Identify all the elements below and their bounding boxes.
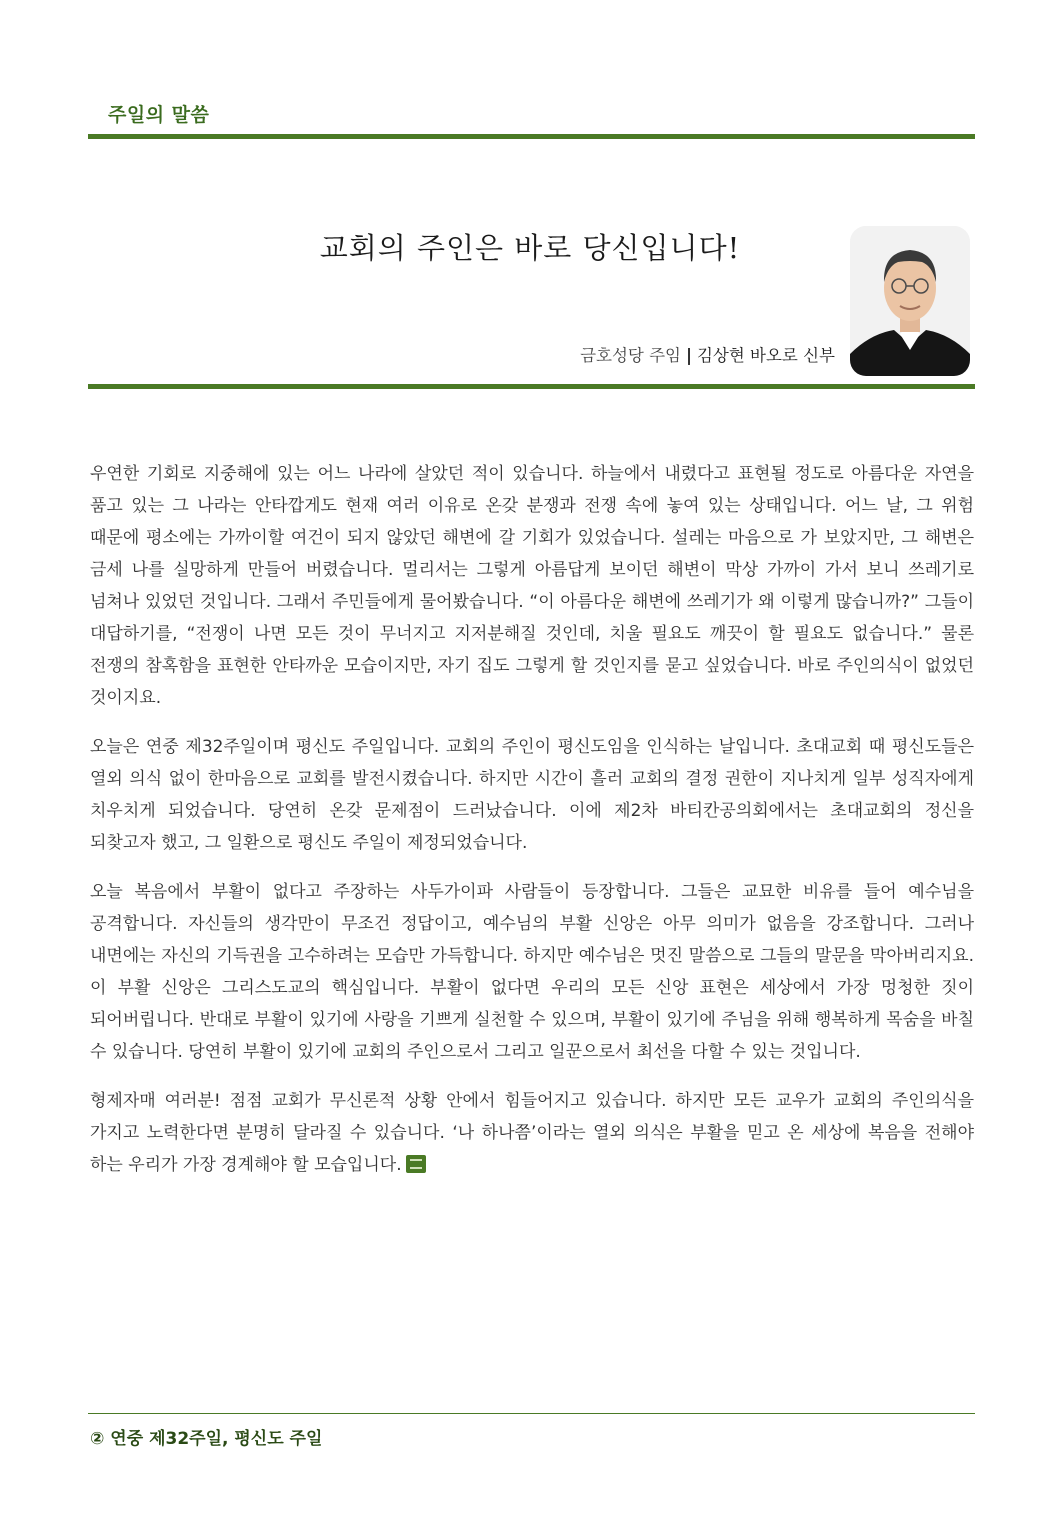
page-footer: ② 연중 제32주일, 평신도 주일 — [90, 1429, 323, 1449]
byline-separator: | — [685, 346, 692, 365]
paragraph: 우연한 기회로 지중해에 있는 어느 나라에 살았던 적이 있습니다. 하늘에서 내렸다고 표현될 정도로 아름다운 자연을 품고 있는 그 나라는 안타깝게도 현재 여러 이유로 온갖 분쟁과 전쟁 속에 놓여 있는 상태입니다. 어느 날, 그 위험 때문에 평소에는 가까이할 여건이 되지 않았던 해변에 갈 기회가 있었습니다. 설레는 마음으로 가 보았지만, 그 해변은 금세 나를 실망하게 만들어 버렸습니다. 멀리서는 그렇게 아름답게 보이던 해변이 막상 가까이 가서 보니 쓰레기로 넘쳐나 있었던 것입니다. 그래서 주민들에게 물어봤습니다. “이 아름다운 해변에 쓰레기가 왜 이렇게 많습니까?” 그들이 대답하기를, “전쟁이 나면 모든 것이 무너지고 지저분해질 것인데, 치울 필요도 깨끗이 할 필요도 없습니다.” 물론 전쟁의 참혹함을 표현한 안타까운 모습이지만, 자기 집도 그렇게 할 것인지를 묻고 싶었습니다. 바로 주인의식이 없었던 것이지요. — [90, 464, 974, 708]
byline-name: 김상현 바오로 신부 — [696, 346, 835, 365]
paragraph-text: 형제자매 여러분! 점점 교회가 무신론적 상황 안에서 힘들어지고 있습니다. 하지만 모든 교우가 교회의 주인의식을 가지고 노력한다면 분명히 달라질 수 있습니다. ‘나 하나쯤’이라는 열외 의식은 부활을 믿고 온 세상에 복음을 전해야 하는 우리가 가장 경계해야 할 모습입니다. — [90, 1091, 974, 1175]
paragraph: 오늘 복음에서 부활이 없다고 주장하는 사두가이파 사람들이 등장합니다. 그들은 교묘한 비유를 들어 예수님을 공격합니다. 자신들의 생각만이 무조건 정답이고, 예수님의 부활 신앙은 아무 의미가 없음을 강조합니다. 그러나 내면에는 자신의 기득권을 고수하려는 모습만 가득합니다. 하지만 예수님은 멋진 말씀으로 그들의 말문을 막아버리지요. 이 부활 신앙은 그리스도교의 핵심입니다. 부활이 없다면 우리의 모든 신앙 표현은 세상에서 가장 멍청한 짓이 되어버립니다. 반대로 부활이 있기에 사랑을 기쁘게 실천할 수 있으며, 부활이 있기에 주님을 위해 행복하게 목숨을 바칠 수 있습니다. 당연히 부활이 있기에 교회의 주인으로서 그리고 일꾼으로서 최선을 다할 수 있는 것입니다. — [90, 882, 974, 1062]
author-photo — [850, 226, 970, 376]
article-body — [90, 458, 974, 1198]
article-end-mark-icon — [406, 1155, 426, 1173]
paragraph: 오늘은 연중 제32주일이며 평신도 주일입니다. 교회의 주인이 평신도임을 인식하는 날입니다. 초대교회 때 평신도들은 열외 의식 없이 한마음으로 교회를 발전시켰습니다. 하지만 시간이 흘러 교회의 결정 권한이 지나치게 일부 성직자에게 치우치게 되었습니다. 당연히 온갖 문제점이 드러났습니다. 이에 제2차 바티칸공의회에서는 초대교회의 정신을 되찾고자 했고, 그 일환으로 평신도 주일이 제정되었습니다. — [90, 737, 974, 853]
header-rule — [88, 134, 975, 139]
paragraph — [90, 1085, 974, 1181]
section-label: 주일의 말씀 — [108, 104, 210, 126]
byline-role: 금호성당 주임 — [580, 346, 681, 365]
article-title: 교회의 주인은 바로 당신입니다! — [319, 231, 741, 265]
title-rule — [88, 384, 975, 389]
byline — [580, 342, 835, 366]
footer-rule — [88, 1413, 975, 1414]
